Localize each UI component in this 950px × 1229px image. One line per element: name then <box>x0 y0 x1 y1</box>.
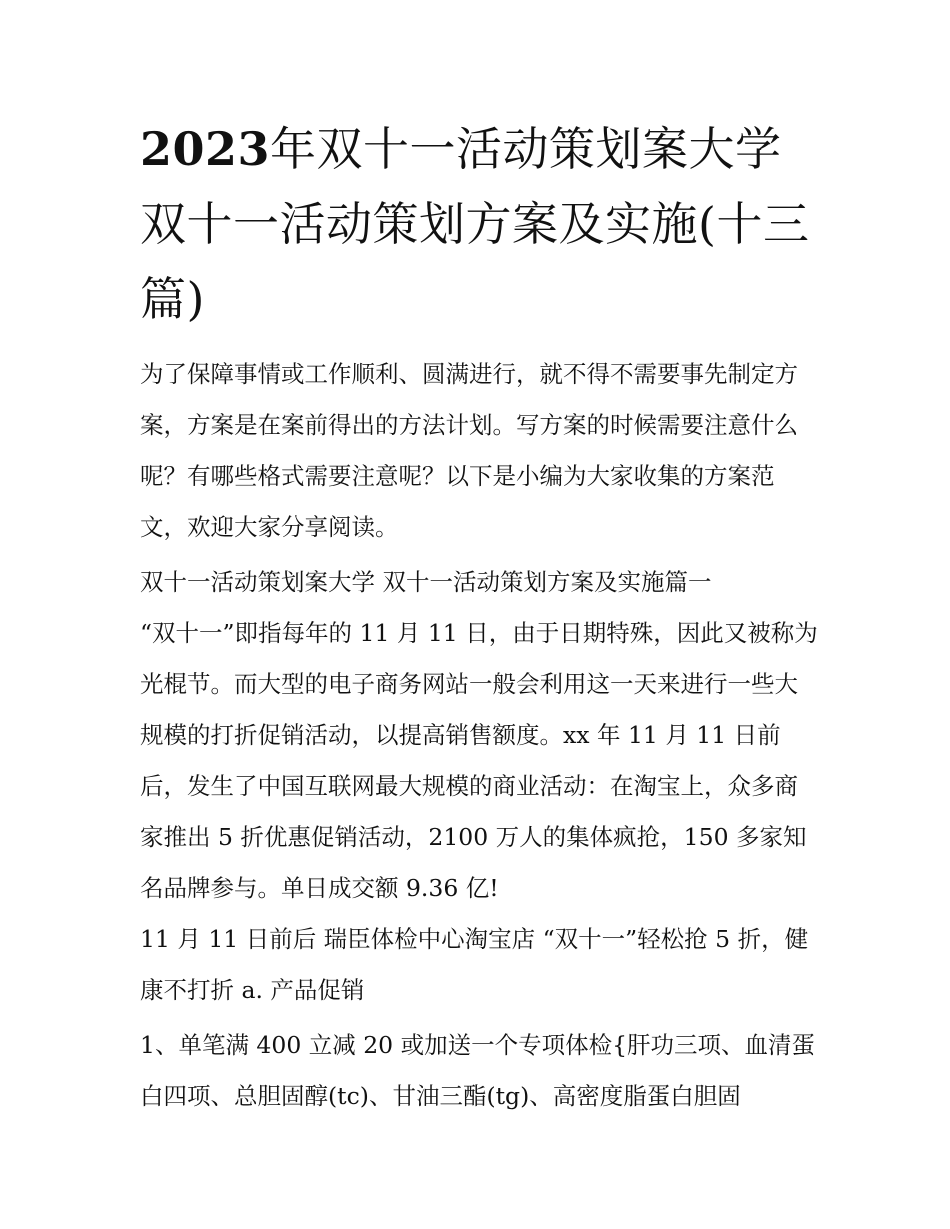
section-heading: 双十一活动策划案大学 双十一活动策划方案及实施篇一 <box>140 568 712 596</box>
body-paragraph: “双十一”即指每年的 11 月 11 日，由于日期特殊，因此又被称为光棍节。而大型的电子商务网站一般会利用这一天来进行一些大规模的打折促销活动，以提高销售额度。xx 年 11 月 11 日前后，发生了中国互联网最大规模的商业活动：在淘宝上，众多商家推出 5 折优惠促销活动，2100 万人的集体疯抢，150 多家知名品牌参与。单日成交额 9.36 亿! <box>140 619 818 902</box>
document-title <box>140 112 820 337</box>
title-year: 2023 <box>140 122 271 176</box>
list-item: 1、单笔满 400 立减 20 或加送一个专项体检{肝功三项、血清蛋白四项、总胆固醇(tc)、甘油三酯(tg)、高密度脂蛋白胆固 <box>140 1031 816 1110</box>
title-text: 年双十一活动策划案大学双十一活动策划方案及实施(十三篇) <box>140 122 810 326</box>
document-page <box>140 112 820 1122</box>
body-paragraph: 11 月 11 日前后 瑞臣体检中心淘宝店 “双十一”轻松抢 5 折，健康不打折 a. 产品促销 <box>140 925 809 1004</box>
intro-paragraph: 为了保障事情或工作顺利、圆满进行，就不得不需要事先制定方案，方案是在案前得出的方法计划。写方案的时候需要注意什么呢？有哪些格式需要注意呢？以下是小编为大家收集的方案范文，欢迎大家分享阅读。 <box>140 360 798 541</box>
